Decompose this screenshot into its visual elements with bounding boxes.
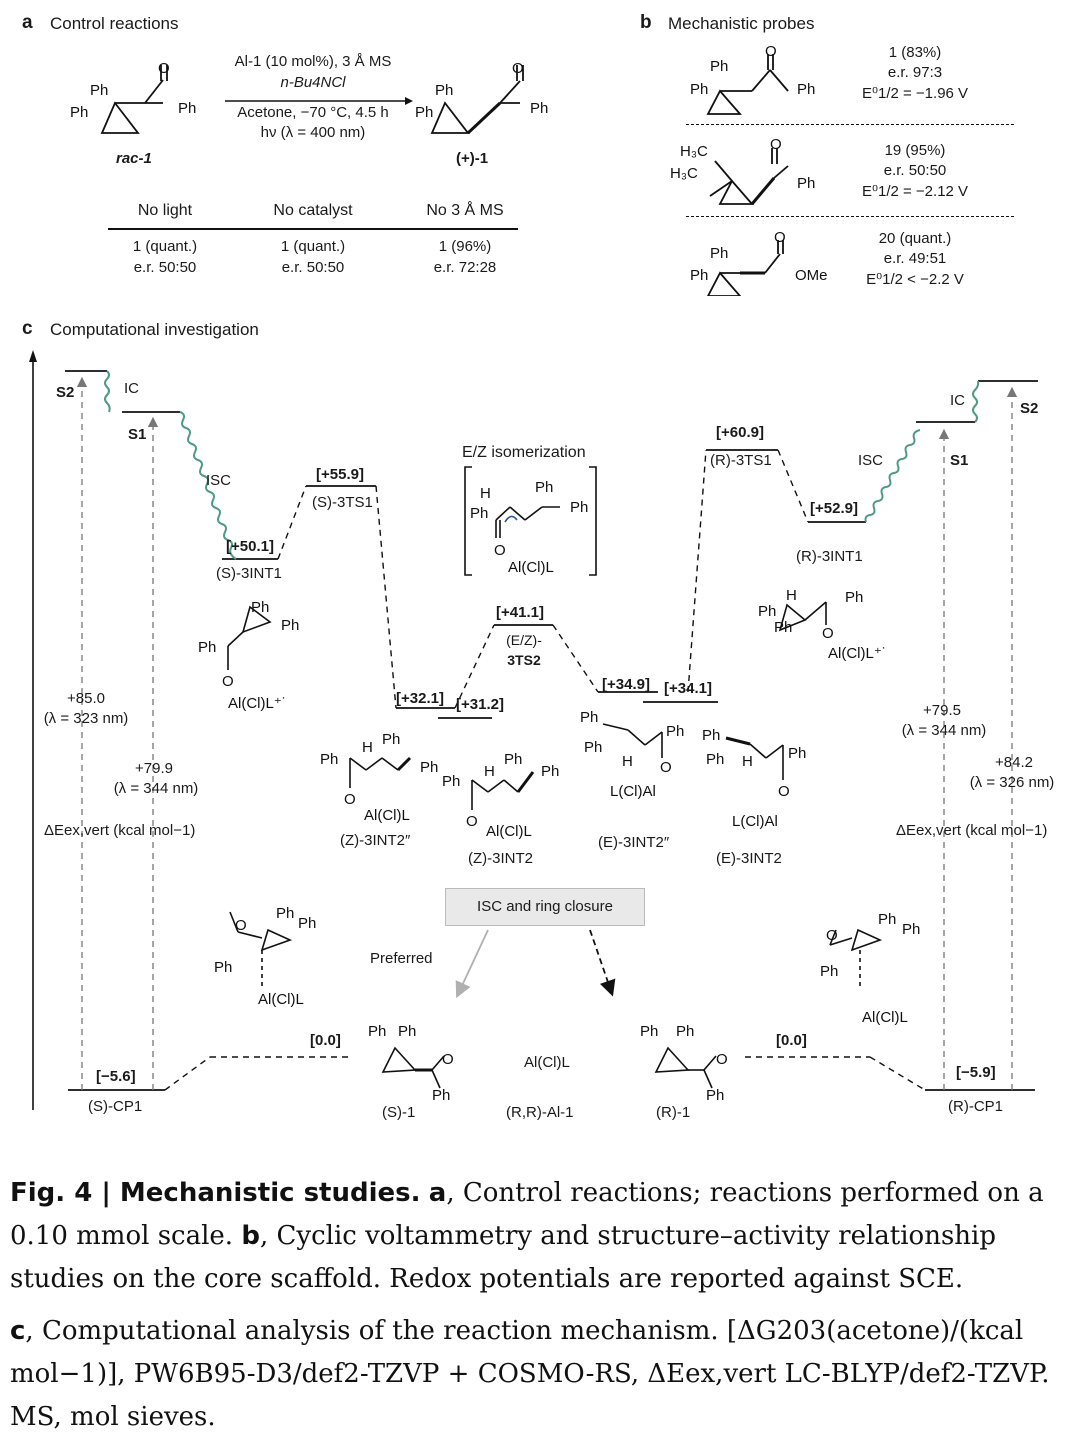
condition-line-1: Al-1 (10 mol%), 3 Å MS: [234, 53, 392, 70]
svg-text:Ph: Ph: [774, 619, 793, 636]
caption-a-text: , Control reactions; reactions performed on a 0.10 mmol scale.: [10, 1178, 1044, 1251]
probe-2-yield: 19 (95%): [884, 142, 946, 159]
energy-s-int1: [+50.1]: [226, 538, 274, 555]
vert-left-79: +79.9: [135, 760, 173, 777]
label-r-cp1: (R)-CP1: [948, 1098, 1003, 1115]
energy-e-int2: [+34.1]: [664, 680, 712, 697]
figure-caption-c: [10, 1310, 1070, 1439]
probe-2-potential: E⁰1/2 = −2.12 V: [861, 183, 969, 200]
svg-text:Ph: Ph: [902, 921, 921, 938]
table-yield-3: 1 (96%): [438, 238, 492, 255]
panel-c-label: c: [22, 318, 33, 339]
svg-text:Ph: Ph: [178, 100, 197, 117]
substrate-label: rac-1: [116, 150, 152, 167]
label-ic-left: IC: [124, 380, 139, 397]
svg-text:Ph: Ph: [442, 773, 461, 790]
svg-text:Ph: Ph: [690, 267, 709, 284]
energy-r-cp1: [−5.9]: [956, 1064, 996, 1081]
svg-text:Ph: Ph: [251, 599, 270, 616]
caption-c-label: c: [10, 1316, 26, 1346]
panel-c-title: Computational investigation: [50, 320, 259, 339]
probe-1-er: e.r. 97:3: [887, 64, 943, 81]
label-r-int1: (R)-3INT1: [796, 548, 863, 565]
svg-text:O: O: [235, 917, 247, 934]
svg-text:Ph: Ph: [845, 589, 864, 606]
svg-text:Ph: Ph: [198, 639, 217, 656]
probe-divider-1: [686, 124, 1014, 125]
svg-text:H: H: [480, 485, 491, 502]
svg-text:H: H: [786, 587, 797, 604]
probe-1-yield: 1 (83%): [888, 44, 942, 61]
svg-text:Al(Cl)L: Al(Cl)L: [364, 807, 410, 824]
svg-text:Ph: Ph: [420, 759, 439, 776]
energy-r-ts1: [+60.9]: [716, 424, 764, 441]
svg-text:O: O: [344, 791, 356, 808]
label-s1-right: S1: [950, 452, 969, 469]
isc-ring-closure-box: ISC and ring closure: [445, 888, 645, 926]
svg-text:H: H: [484, 763, 495, 780]
vert-right-84: +84.2: [995, 754, 1033, 771]
svg-text:Ph: Ph: [298, 915, 317, 932]
table-divider: [108, 228, 518, 230]
svg-text:O: O: [716, 1051, 728, 1068]
svg-text:H: H: [742, 753, 753, 770]
svg-text:Ph: Ph: [878, 911, 897, 928]
svg-text:Ph: Ph: [788, 745, 807, 762]
svg-text:Al(Cl)L: Al(Cl)L: [862, 1009, 908, 1026]
svg-text:Ph: Ph: [758, 603, 777, 620]
svg-text:L(Cl)Al: L(Cl)Al: [610, 783, 656, 800]
label-s2-right: S2: [1020, 400, 1039, 417]
table-header-no-catalyst: No catalyst: [273, 202, 353, 219]
svg-text:O: O: [778, 783, 790, 800]
svg-text:Al(Cl)L⁺˙: Al(Cl)L⁺˙: [828, 645, 887, 662]
svg-text:Ph: Ph: [797, 81, 816, 98]
svg-text:OMe: OMe: [795, 267, 828, 284]
svg-text:O: O: [494, 542, 506, 559]
svg-text:Ph: Ph: [690, 81, 709, 98]
vert-right-79: +79.5: [923, 702, 961, 719]
label-s-cp1: (S)-CP1: [88, 1098, 143, 1115]
svg-text:Ph: Ph: [281, 617, 300, 634]
svg-text:Ph: Ph: [541, 763, 560, 780]
condition-line-4: hν (λ = 400 nm): [260, 124, 366, 141]
svg-text:O: O: [765, 43, 777, 60]
svg-text:O: O: [774, 229, 786, 246]
svg-text:L(Cl)Al: L(Cl)Al: [732, 813, 778, 830]
caption-a-label: a: [428, 1178, 447, 1208]
svg-text:Ph: Ph: [535, 479, 554, 496]
energy-e-int2pp: [+34.9]: [602, 676, 650, 693]
svg-text:Ph: Ph: [640, 1023, 659, 1040]
energy-z-int2pp: [+32.1]: [396, 690, 444, 707]
label-s-ts1: (S)-3TS1: [312, 494, 373, 511]
svg-text:Al(Cl)L: Al(Cl)L: [258, 991, 304, 1008]
label-delta-e-right: ΔEex,vert (kcal mol−1): [896, 822, 1048, 839]
svg-text:Ph: Ph: [820, 963, 839, 980]
vert-left-85: +85.0: [67, 690, 105, 707]
label-preferred: Preferred: [370, 950, 433, 967]
product-label: (+)-1: [456, 150, 489, 167]
label-al1: (R,R)-Al-1: [506, 1104, 574, 1121]
svg-text:O: O: [660, 759, 672, 776]
panel-b-title: Mechanistic probes: [668, 14, 815, 33]
label-z-int2pp: (Z)-3INT2″: [340, 832, 411, 849]
svg-text:H: H: [362, 739, 373, 756]
label-ez-isomerization: E/Z isomerization: [462, 444, 586, 461]
svg-text:Ph: Ph: [435, 82, 454, 99]
svg-text:Ph: Ph: [90, 82, 109, 99]
svg-text:Al(Cl)L: Al(Cl)L: [486, 823, 532, 840]
svg-text:Ph: Ph: [797, 175, 816, 192]
label-r-1: (R)-1: [656, 1104, 691, 1121]
label-e-int2pp: (E)-3INT2″: [598, 834, 670, 851]
label-isc-left: ISC: [206, 472, 232, 489]
energy-z-int2: [+31.2]: [456, 696, 504, 713]
svg-text:Ph: Ph: [70, 104, 89, 121]
label-e-int2: (E)-3INT2: [716, 850, 782, 867]
label-s1-left: S1: [128, 426, 147, 443]
energy-s-ts1: [+55.9]: [316, 466, 364, 483]
label-ts2-b: 3TS2: [507, 652, 541, 668]
energy-r-int1: [+52.9]: [810, 500, 858, 517]
product-structure: [432, 65, 523, 133]
svg-text:Ph: Ph: [368, 1023, 387, 1040]
svg-text:Ph: Ph: [398, 1023, 417, 1040]
label-delta-e-left: ΔEex,vert (kcal mol−1): [44, 822, 196, 839]
svg-text:Ph: Ph: [382, 731, 401, 748]
energy-ts2: [+41.1]: [496, 604, 544, 621]
panel-a-label: a: [22, 12, 33, 33]
energy-zero-right: [0.0]: [776, 1032, 807, 1049]
svg-text:Al(Cl)L: Al(Cl)L: [508, 559, 554, 576]
caption-b-label: b: [241, 1221, 260, 1251]
label-isc-right: ISC: [858, 452, 884, 469]
svg-text:O: O: [442, 1051, 454, 1068]
label-al1-fragment: Al(Cl)L: [524, 1054, 570, 1071]
svg-text:Ph: Ph: [530, 100, 549, 117]
svg-text:Ph: Ph: [320, 751, 339, 768]
table-er-3: e.r. 72:28: [433, 259, 497, 276]
svg-text:H: H: [622, 753, 633, 770]
caption-c-text: , Computational analysis of the reaction mechanism. [ΔG203(acetone)/(kcal mol−1)], PW6B95-D3/def2-TZVP + COSMO-RS, ΔEex,vert LC-BLYP/def2-TZVP. MS, mol sieves.: [10, 1316, 1050, 1432]
svg-text:Ph: Ph: [666, 723, 685, 740]
svg-text:Ph: Ph: [584, 739, 603, 756]
caption-fig: Fig. 4 | Mechanistic studies.: [10, 1178, 421, 1208]
figure-caption: [10, 1172, 1070, 1301]
svg-text:Ph: Ph: [276, 905, 295, 922]
svg-text:Ph: Ph: [706, 751, 725, 768]
table-header-no-ms: No 3 Å MS: [426, 202, 504, 219]
probe-1-potential: E⁰1/2 = −1.96 V: [861, 85, 969, 102]
label-s2-left: S2: [56, 384, 75, 401]
table-header-no-light: No light: [137, 202, 193, 219]
svg-text:Ph: Ph: [710, 245, 729, 262]
svg-text:Ph: Ph: [706, 1087, 725, 1104]
energy-s-cp1: [−5.6]: [96, 1068, 136, 1085]
condition-line-3: Acetone, −70 °C, 4.5 h: [237, 104, 389, 121]
svg-text:Ph: Ph: [504, 751, 523, 768]
svg-text:O: O: [222, 673, 234, 690]
energy-zero-left: [0.0]: [310, 1032, 341, 1049]
table-yield-1: 1 (quant.): [132, 238, 198, 255]
svg-text:Ph: Ph: [676, 1023, 695, 1040]
table-yield-2: 1 (quant.): [280, 238, 346, 255]
svg-text:Ph: Ph: [570, 499, 589, 516]
label-r-ts1: (R)-3TS1: [710, 452, 772, 469]
vert-right-84-nm: (λ = 326 nm): [969, 774, 1055, 791]
vert-left-85-nm: (λ = 323 nm): [43, 710, 129, 727]
label-s-1: (S)-1: [382, 1104, 416, 1121]
probe-divider-2: [686, 216, 1014, 217]
svg-text:O: O: [826, 927, 838, 944]
svg-text:Al(Cl)L⁺˙: Al(Cl)L⁺˙: [228, 695, 287, 712]
svg-text:Ph: Ph: [702, 727, 721, 744]
probe-2-er: e.r. 50:50: [883, 162, 947, 179]
panel-b-label: b: [640, 12, 652, 33]
svg-text:H₃C: H₃C: [670, 165, 698, 182]
probe-3-er: e.r. 49:51: [883, 250, 947, 267]
vert-right-79-nm: (λ = 344 nm): [901, 722, 987, 739]
caption-b-text: , Cyclic voltammetry and structure–activity relationship studies on the core scaffold. Redox potentials are reported against SCE.: [10, 1221, 996, 1294]
table-er-2: e.r. 50:50: [281, 259, 345, 276]
svg-text:Ph: Ph: [710, 58, 729, 75]
panel-a-title: Control reactions: [50, 14, 179, 33]
svg-text:Ph: Ph: [415, 104, 434, 121]
label-z-int2: (Z)-3INT2: [468, 850, 533, 867]
svg-text:Ph: Ph: [214, 959, 233, 976]
label-s-int1: (S)-3INT1: [216, 565, 282, 582]
svg-text:Ph: Ph: [580, 709, 599, 726]
vert-left-79-nm: (λ = 344 nm): [113, 780, 199, 797]
svg-text:O: O: [466, 813, 478, 830]
label-ts2-a: (E/Z)-: [506, 632, 542, 648]
svg-text:Ph: Ph: [432, 1087, 451, 1104]
table-er-1: e.r. 50:50: [133, 259, 197, 276]
svg-text:O: O: [770, 136, 782, 153]
probe-3-yield: 20 (quant.): [878, 230, 952, 247]
svg-text:O: O: [512, 60, 524, 77]
svg-text:H₃C: H₃C: [680, 143, 708, 160]
svg-text:O: O: [158, 60, 170, 77]
svg-text:Ph: Ph: [470, 505, 489, 522]
svg-text:O: O: [822, 625, 834, 642]
probe-3-potential: E⁰1/2 < −2.2 V: [866, 271, 964, 288]
condition-line-2: n-Bu4NCl: [280, 74, 346, 91]
label-ic-right: IC: [950, 392, 965, 409]
